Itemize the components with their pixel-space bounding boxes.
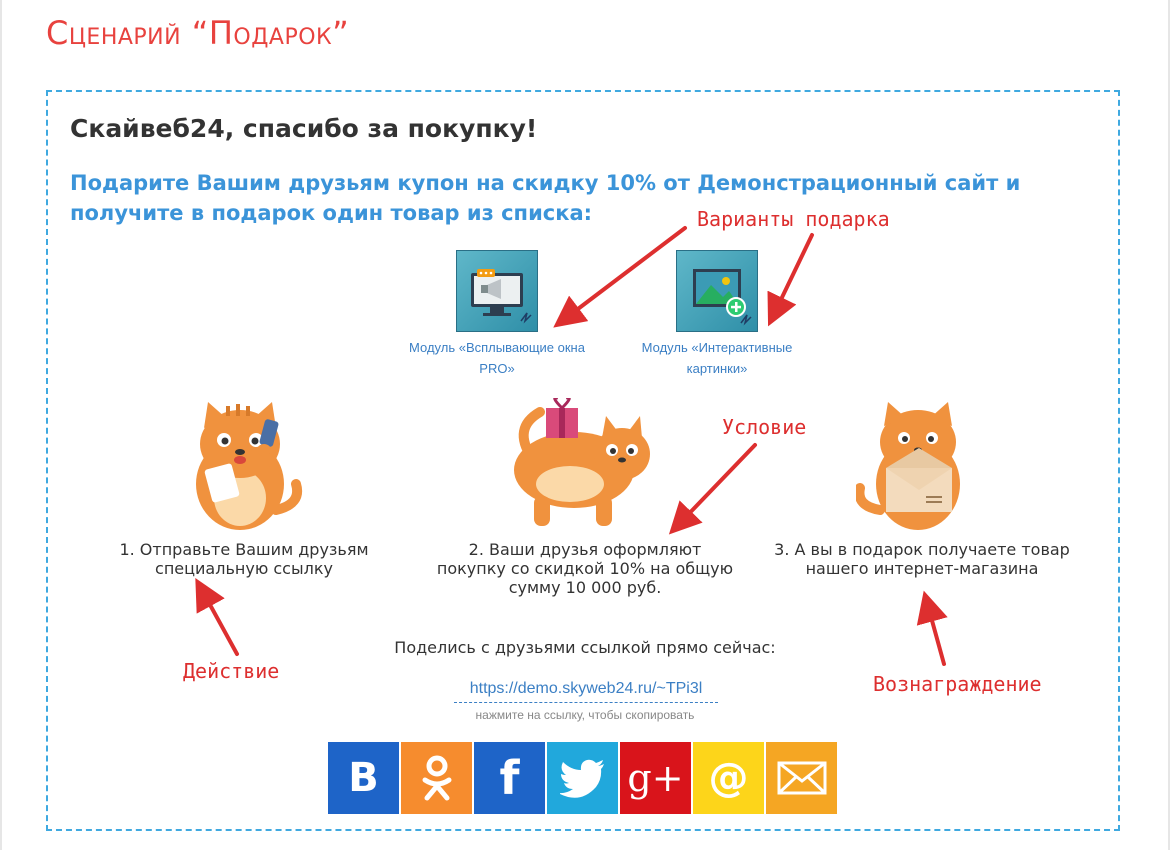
cat-with-envelope-illustration	[856, 398, 976, 535]
offer-text: Подарите Вашим друзьям купон на скидку 10% от Демонстрационный сайт и получите в подарок один товар из списка:	[70, 171, 1021, 225]
step-condition: 2. Ваши друзья оформляют покупку со скидкой 10% на общую сумму 10 000 руб.	[436, 540, 734, 597]
annotation-condition: Условие	[722, 415, 807, 439]
mail-ru-icon: @	[708, 755, 749, 801]
email-share-button[interactable]	[766, 742, 837, 814]
twitter-share-button[interactable]	[547, 742, 618, 814]
interactive-picture-icon	[676, 250, 758, 332]
email-icon	[777, 761, 827, 795]
annotation-reward: Вознаграждение	[873, 672, 1042, 696]
mail-ru-share-button[interactable]	[693, 742, 764, 814]
thanks-heading: Скайвеб24, спасибо за покупку!	[70, 114, 538, 143]
google-plus-share-button[interactable]	[620, 742, 691, 814]
gift-option-interactive-pictures[interactable]	[622, 250, 812, 379]
vk-share-button[interactable]	[328, 742, 399, 814]
google-plus-icon: g+	[627, 756, 684, 800]
referral-link[interactable]: https://demo.skyweb24.ru/~TPi3l	[454, 680, 718, 703]
odnoklassniki-icon	[417, 754, 457, 802]
coupon-panel	[46, 90, 1120, 831]
gift-option-popup[interactable]	[402, 250, 592, 379]
gift-label[interactable]: Модуль «Всплывающие окна PRO»	[409, 340, 585, 376]
annotation-action: Действие	[183, 659, 280, 683]
odnoklassniki-share-button[interactable]	[401, 742, 472, 814]
page-edge-left	[0, 0, 2, 850]
annotation-gift-options: Варианты подарка	[697, 207, 890, 231]
share-prompt: Поделись с друзьями ссылкой прямо сейчас:	[394, 638, 776, 657]
social-share-buttons	[328, 742, 837, 814]
popup-window-icon	[456, 250, 538, 332]
cat-with-gift-illustration	[510, 398, 660, 537]
twitter-icon	[560, 758, 606, 798]
step-reward: 3. А вы в подарок получаете товар нашего интернет-магазина	[774, 540, 1070, 578]
cat-with-phone-illustration	[178, 398, 308, 535]
copy-hint: нажмите на ссылку, чтобы скопировать	[475, 708, 695, 722]
gift-label[interactable]: Модуль «Интерактивные картинки»	[641, 340, 793, 376]
scenario-title: Сценарий “Подарок”	[46, 14, 350, 52]
facebook-icon: f	[499, 751, 520, 805]
facebook-share-button[interactable]	[474, 742, 545, 814]
vk-icon: В	[348, 755, 379, 801]
step-action: 1. Отправьте Вашим друзьям специальную ссылку	[119, 540, 369, 578]
